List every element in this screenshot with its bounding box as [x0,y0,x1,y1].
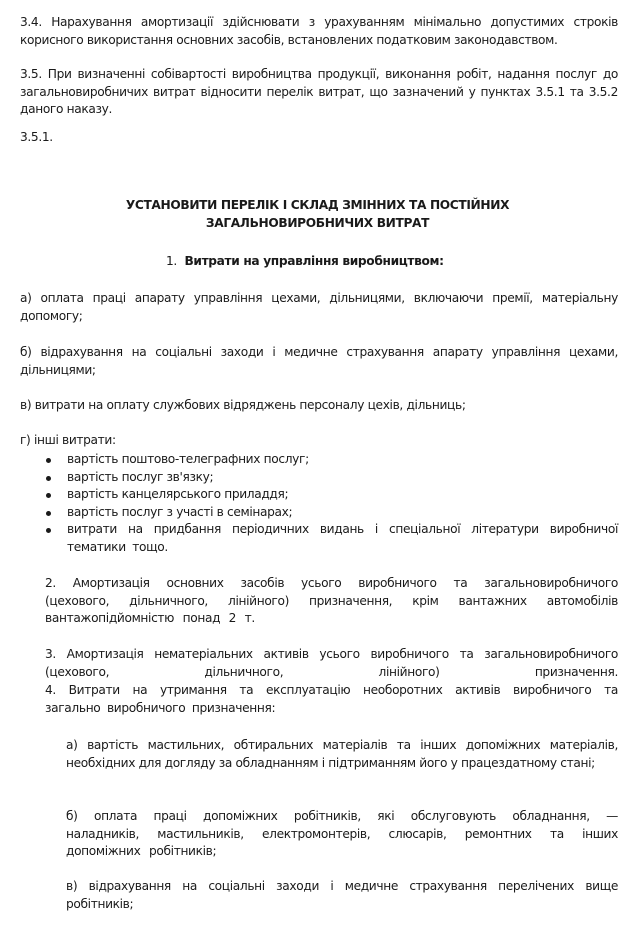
list-item: витрати на придбання періодичних видань і спеціальної літератури виробничої тематики тощо. [67,521,618,556]
subheading-1-number: 1. [166,254,177,268]
bullet-icon [46,458,51,463]
paragraph-3-5: 3.5. При визначенні собівартості виробництва продукції, виконання робіт, надання послуг до загальновиробничих витрат відносити перелік витрат, що зазначений у пунктах 3.5.1 та 3.5.2 даного наказу. [20,67,618,116]
item-4: 4. Витрати на утримання та експлуатацію необоротних активів виробничого та загально виробничого призначення: [45,683,618,715]
item-1a: а) оплата праці апарату управління цехами, дільницями, включаючи премії, матеріальну допомогу; [20,291,618,323]
list-item: вартість поштово-телеграфних послуг; [67,451,618,469]
list-item: вартість послуг з участі в семінарах; [67,504,618,522]
section-heading-line-2: ЗАГАЛЬНОВИРОБНИЧИХ ВИТРАТ [205,216,430,230]
other-expenses-list [67,451,618,556]
bullet-icon [46,528,51,533]
bullet-icon [46,493,51,498]
list-item: вартість послуг зв'язку; [67,469,618,487]
bullet-icon [46,476,51,481]
item-1v: в) витрати на оплату службових відряджень персоналу цехів, дільниць; [20,398,466,412]
paragraph-3-4: 3.4. Нарахування амортизації здійснювати з урахуванням мінімально допустимих строків корисного використання основних засобів, встановлених податковим законодавством. [20,15,618,47]
subheading-1 [166,253,444,271]
item-4v: в) відрахування на соціальні заходи і медичне страхування перелічених вище робітників; [66,879,618,911]
list-item: вартість канцелярського приладдя; [67,486,618,504]
item-2: 2. Амортизація основних засобів усього виробничого та загальновиробничого (цехового, дільничного, лінійного) призначення, крім вантажних автомобілів вантажопідйомністю понад 2 т. [45,576,618,625]
subheading-1-title: Витрати на управління виробництвом: [184,254,444,268]
section-heading-line-1: УСТАНОВИТИ ПЕРЕЛІК І СКЛАД ЗМІННИХ ТА ПОСТІЙНИХ [125,198,510,212]
bullet-icon [46,511,51,516]
item-4a: а) вартість мастильних, обтиральних матеріалів та інших допоміжних матеріалів, необхідних для догляду за обладнанням і підтриманням його у працездатному стані; [66,738,618,770]
item-4b: б) оплата праці допоміжних робітників, які обслуговують обладнання, — наладників, мастильників, електромонтерів, слюсарів, ремонтних та інших допоміжних робітників; [66,809,618,858]
item-3: 3. Амортизація нематеріальних активів усього виробничого та загальновиробничого (цехового, дільничного, лінійного) призначення. [45,647,618,679]
paragraph-3-5-1: 3.5.1. [20,130,53,144]
item-1b: б) відрахування на соціальні заходи і медичне страхування апарату управління цехами, дільницями; [20,345,618,377]
item-1g: г) інші витрати: [20,433,116,447]
